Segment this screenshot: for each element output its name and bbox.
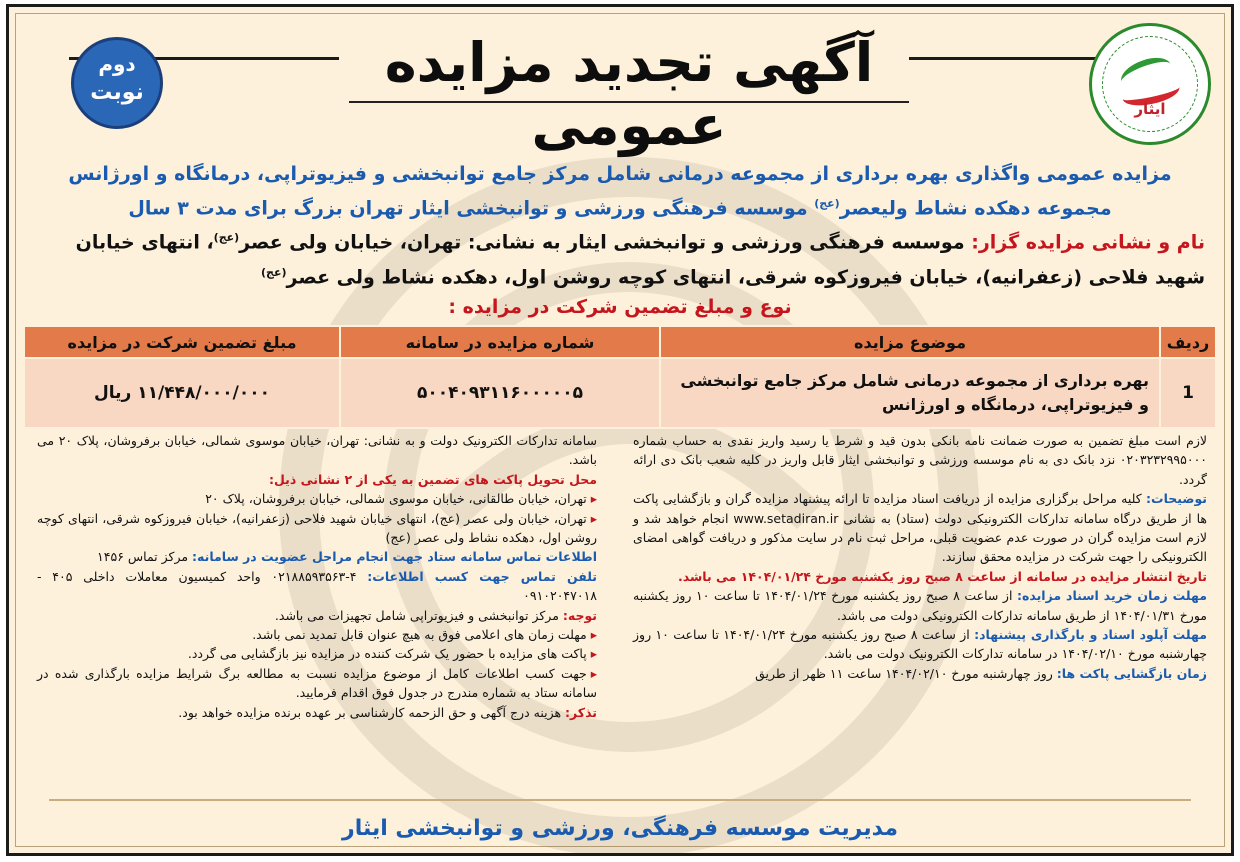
attention-label: توجه: [562, 607, 597, 623]
footer-rule [49, 799, 1191, 801]
setad-contact [37, 547, 597, 566]
intro-sup: (عج) [814, 197, 840, 210]
col-header-amount: مبلغ تضمین شرکت در مزایده [24, 326, 340, 358]
opening-time-label: زمان بازگشایی پاکت ها: [1056, 665, 1207, 681]
col-header-row: ردیف [1160, 326, 1216, 358]
note-bullet-3: ▸ جهت کسب اطلاعات کامل از موضوع مزایده نسبت به مطالعه برگ شرایط مزایده بارگذاری شده در سامانه ستاد به شماره مندرج در جدول فوق اقدام فرمایید. [37, 664, 597, 703]
purchase-deadline [633, 586, 1207, 625]
guarantee-paragraph: لازم است مبلغ تضمین به صورت ضمانت نامه بانکی بدون قید و شرط یا رسید واریز نقدی به حساب شماره ۰۲۰۳۲۳۲۹۹۵۰۰۰ نزد بانک دی به نام موسسه ورزشی و توانبخشی ایثار قابل واریز در کلیه شعب بانک دی ارائه گردد. [633, 433, 1207, 487]
setad-contact-label: اطلاعات تماس سامانه ستاد جهت انجام مراحل عضویت در سامانه: [192, 549, 597, 565]
note-bullet-2: ▸ پاکت های مزایده با حضور یک شرکت کننده در مزایده نیز بازگشایی می گردد. [37, 644, 597, 663]
cell-number: ۵۰۰۴۰۹۳۱۱۶۰۰۰۰۰۵ [340, 358, 660, 428]
table-row [24, 358, 1216, 428]
delivery-heading: محل تحویل پاکت های تضمین به یکی از ۲ نشانی ذیل: [269, 471, 597, 487]
phone-contact [37, 567, 597, 606]
header [9, 7, 1231, 157]
purchase-deadline-text: از ساعت ۸ صبح روز یکشنبه مورخ ۱۴۰۴/۰۱/۲۴ تا ساعت ۱۰ روز یکشنبه مورخ ۱۴۰۴/۰۱/۳۱ از طریق سامانه تدارکات الکترونیکی دولت می باشد. [633, 588, 1207, 623]
badge-line-1: دوم [98, 52, 136, 76]
publish-date: تاریخ انتشار مزایده در سامانه از ساعت ۸ صبح روز یکشنبه مورخ ۱۴۰۴/۰۱/۲۴ می باشد. [677, 568, 1207, 584]
cell-amount: ۱۱/۴۴۸/۰۰۰/۰۰۰ ریال [24, 358, 340, 428]
opening-time [633, 664, 1207, 683]
intro-line-2a: مجموعه دهکده نشاط ولیعصر [839, 197, 1112, 220]
guarantee-subhead: نوع و مبلغ تضمین شرکت در مزایده : [448, 295, 792, 318]
organizer-line-2 [35, 258, 1205, 292]
intro [35, 159, 1205, 322]
badge-line-2: نوبت [90, 80, 144, 105]
reminder-text: هزینه درج آگهی و حق الزحمه کارشناسی بر عهده برنده مزایده خواهد بود. [178, 704, 566, 720]
page-title: آگهی تجدید مزایده عمومی [384, 31, 874, 157]
reminder-note [37, 703, 597, 722]
left-column [37, 431, 597, 722]
notes-label: توضیحات: [1146, 491, 1207, 507]
logo-text: ایثار [1134, 100, 1166, 118]
attention-note [37, 606, 597, 625]
organizer-sup-1: (عج) [213, 231, 240, 245]
round-badge [71, 37, 163, 129]
col-header-number: شماره مزایده در سامانه [340, 326, 660, 358]
footer-signature: مدیریت موسسه فرهنگی، ورزشی و توانبخشی ایثار [342, 816, 898, 841]
intro-line-1: مزایده عمومی واگذاری بهره برداری از مجموعه درمانی شامل مرکز جامع توانبخشی و فیزیوتراپی، درمانگاه و اورژانس [68, 163, 1172, 185]
table-header-row [24, 326, 1216, 358]
cell-row: 1 [1160, 358, 1216, 428]
note-bullet-1: ▸ مهلت زمان های اعلامی فوق به هیچ عنوان قابل تمدید نمی باشد. [37, 625, 597, 644]
organizer-sup-2: (عج) [261, 265, 287, 279]
cell-subject: بهره برداری از مجموعه درمانی شامل مرکز جامع توانبخشی و فیزیوتراپی، درمانگاه و اورژانس [660, 358, 1160, 428]
phone-contact-text: ۴-۰۲۱۸۸۵۹۳۵۶۳ واحد کمیسیون معاملات داخلی ۴۰۵ - ۰۹۱۰۲۰۴۷۰۱۸ [37, 568, 597, 604]
delivery-address-1: ▸ تهران، خیابان طالقانی، خیابان موسوی شمالی، خیابان برفروشان، پلاک ۲۰ [37, 489, 597, 508]
upload-deadline-label: مهلت آپلود اسناد و بارگذاری پیشنهاد: [974, 627, 1207, 643]
upload-deadline-text: از ساعت ۸ صبح روز یکشنبه مورخ ۱۴۰۴/۰۱/۲۴ تا ساعت ۱۰ روز چهارشنبه مورخ ۱۴۰۴/۰۲/۱۰ در سامانه تدارکات الکترونیک دولت می باشد. [633, 627, 1207, 662]
intro-line-2b: موسسه فرهنگی ورزشی و توانبخشی ایثار تهران بزرگ برای مدت ۳ سال [128, 197, 808, 220]
notice-page [6, 4, 1234, 856]
delivery-address-2: ▸ تهران، خیابان ولی عصر (عج)، انتهای خیابان شهید فلاحی (زعفرانیه)، خیابان فیروزکوه شرقی، انتهای کوچه روشن اول، دهکده نشاط ولی عصر (عج) [37, 509, 597, 548]
notes-paragraph [633, 489, 1207, 567]
organizer-label: نام و نشانی مزایده گزار: [971, 231, 1205, 254]
organizer-line-1 [35, 223, 1205, 257]
isar-logo [1089, 23, 1211, 145]
reminder-label: تذکر: [565, 704, 597, 720]
intro-line-2 [35, 189, 1205, 223]
organizer-text-2: ، انتهای خیابان [75, 231, 214, 254]
attention-text: مرکز توانبخشی و فیزیوتراپی شامل تجهیزات می باشد. [274, 607, 563, 623]
col-header-subject: موضوع مزایده [660, 326, 1160, 358]
opening-address: سامانه تدارکات الکترونیک دولت و به نشانی: تهران، خیابان موسوی شمالی، خیابان برفروشان، پلاک ۲۰ می باشد. [37, 433, 597, 468]
organizer-text-3: شهید فلاحی (زعفرانیه)، خیابان فیروزکوه شرقی، انتهای کوچه روشن اول، دهکده نشاط ولی عصر [286, 265, 1205, 288]
right-column [633, 431, 1207, 683]
upload-deadline [633, 625, 1207, 664]
notes-text: کلیه مراحل برگزاری مزایده از دریافت اسناد مزایده تا ارائه پیشنهاد مزایده گران و بازگشایی پاکت ها از طریق درگاه سامانه تدارکات الکترونیکی دولت (ستاد) به نشانی www.setadiran.ir انجام خواهد شد و لازم است مزایده گران در صورت عدم عضویت قبلی، مراحل ثبت نام در سایت مذکور و دریافت گواهی امضای الکترونیکی را جهت شرکت در مزایده محقق سازند. [633, 491, 1207, 565]
auction-table [23, 325, 1217, 429]
phone-contact-label: تلفن تماس جهت کسب اطلاعات: [367, 568, 597, 584]
title-ribbon [349, 17, 909, 157]
opening-time-text: روز چهارشنبه مورخ ۱۴۰۴/۰۲/۱۰ ساعت ۱۱ ظهر از طریق [755, 665, 1057, 681]
organizer-text-1: موسسه فرهنگی ورزشی و توانبخشی ایثار به نشانی: تهران، خیابان ولی عصر [239, 231, 965, 254]
purchase-deadline-label: مهلت زمان خرید اسناد مزایده: [1017, 588, 1207, 604]
setad-contact-text: مرکز تماس ۱۴۵۶ [97, 549, 193, 565]
